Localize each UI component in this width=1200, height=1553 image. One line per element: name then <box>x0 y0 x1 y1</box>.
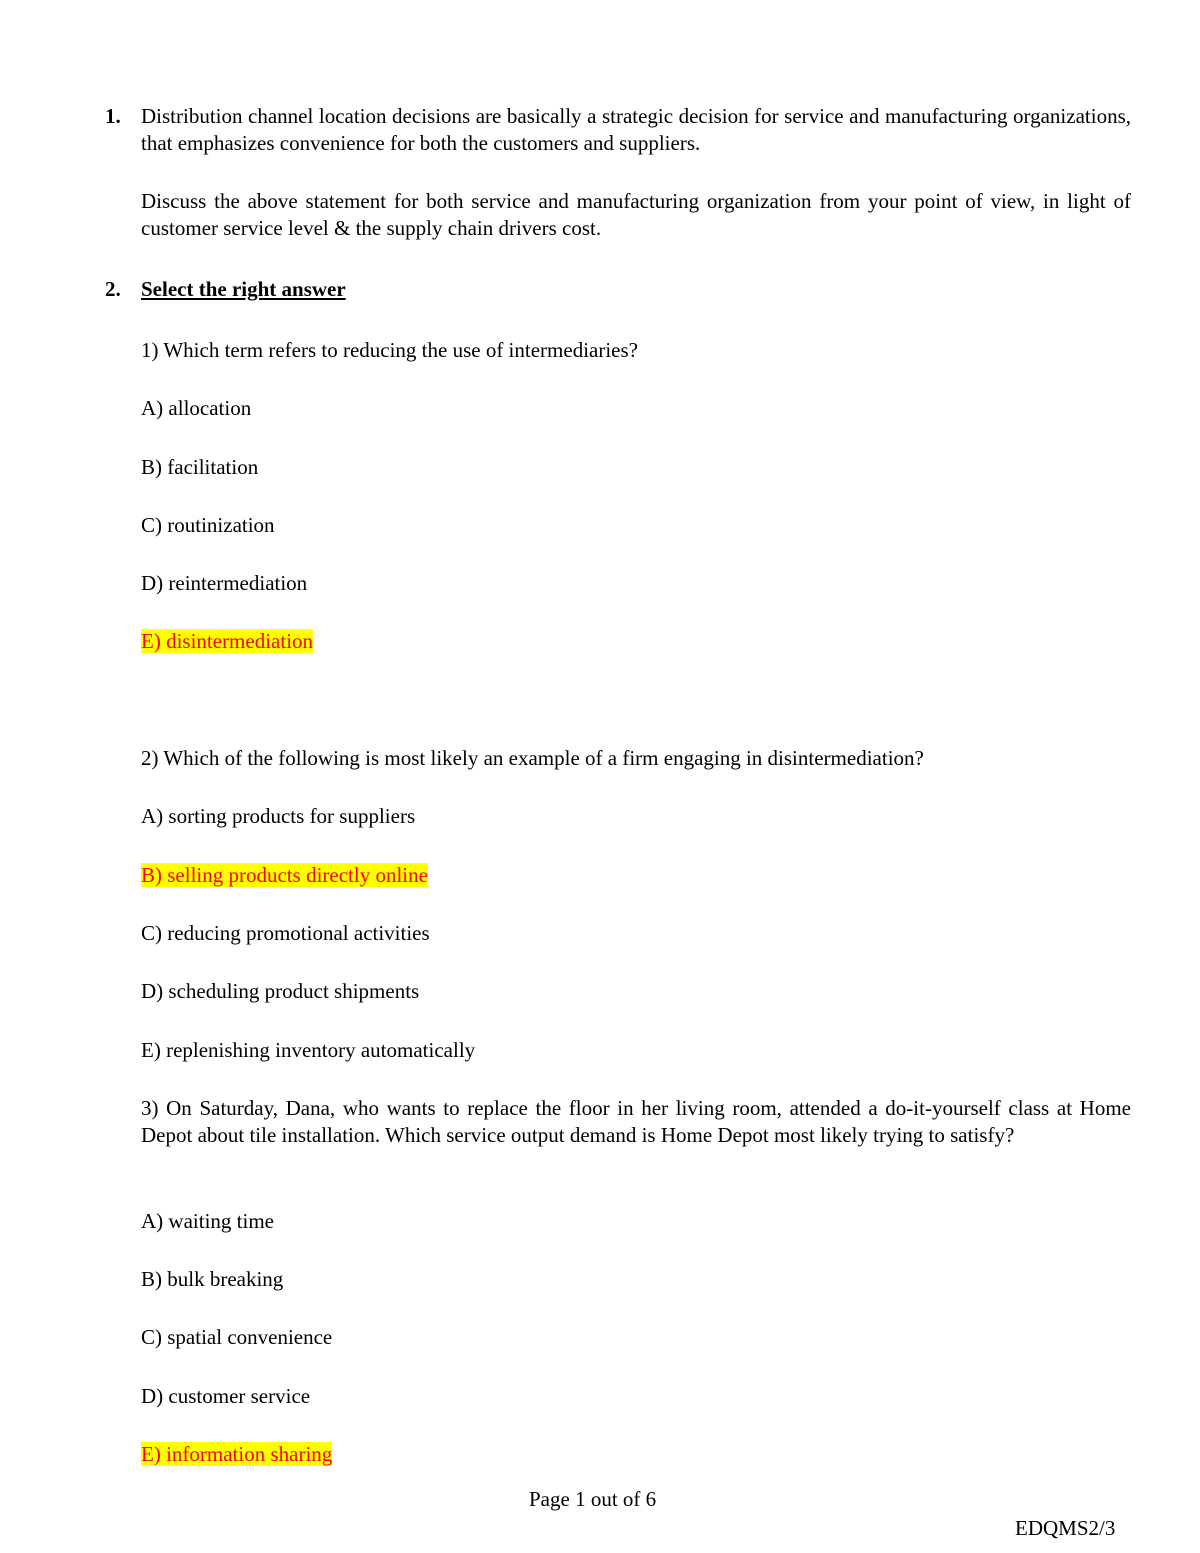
mcq-2-option-d: D) scheduling product shipments <box>141 979 420 1003</box>
mcq-2-option-a: A) sorting products for suppliers <box>141 804 416 828</box>
mcq-1-question: 1) Which term refers to reducing the use of intermediaries? <box>141 338 638 362</box>
mcq-1-option-a: A) allocation <box>141 396 252 420</box>
document-code: EDQMS2/3 <box>1015 1516 1116 1540</box>
answer-highlight: E) disintermediation <box>141 629 314 653</box>
mcq-2-option-b-answer <box>141 862 428 889</box>
mcq-1-option-e-answer <box>141 628 313 655</box>
answer-highlight: E) information sharing <box>141 1442 333 1466</box>
question-1-number: 1. <box>105 104 121 128</box>
mcq-3-option-d: D) customer service <box>141 1384 311 1408</box>
mcq-2-question: 2) Which of the following is most likely an example of a firm engaging in disintermediation? <box>141 746 924 770</box>
mcq-3-question: 3) On Saturday, Dana, who wants to replace the floor in her living room, attended a do-it-yourself class at Home Depot about tile installation. Which service output demand is Home Depot most likely trying to satisfy? <box>141 1096 1131 1147</box>
mcq-3-option-e-answer <box>141 1441 332 1468</box>
mcq-3-option-b: B) bulk breaking <box>141 1267 284 1291</box>
mcq-1-option-d: D) reintermediation <box>141 571 308 595</box>
mcq-2-option-e: E) replenishing inventory automatically <box>141 1038 476 1062</box>
mcq-2-option-c: C) reducing promotional activities <box>141 921 430 945</box>
mcq-1-option-c: C) routinization <box>141 513 275 537</box>
question-2-heading: Select the right answer <box>141 277 346 301</box>
mcq-1-option-b: B) facilitation <box>141 455 259 479</box>
mcq-3-option-a: A) waiting time <box>141 1209 274 1233</box>
question-2-number: 2. <box>105 277 121 301</box>
answer-highlight: B) selling products directly online <box>141 863 428 887</box>
question-1-statement: Distribution channel location decisions are basically a strategic decision for service and manufacturing organizations, that emphasizes convenience for both the customers and suppliers. <box>141 104 1131 155</box>
question-1-prompt: Discuss the above statement for both service and manufacturing organization from your point of view, in light of customer service level & the supply chain drivers cost. <box>141 189 1131 240</box>
page-number: Page 1 out of 6 <box>529 1487 657 1511</box>
mcq-3-option-c: C) spatial convenience <box>141 1325 333 1349</box>
